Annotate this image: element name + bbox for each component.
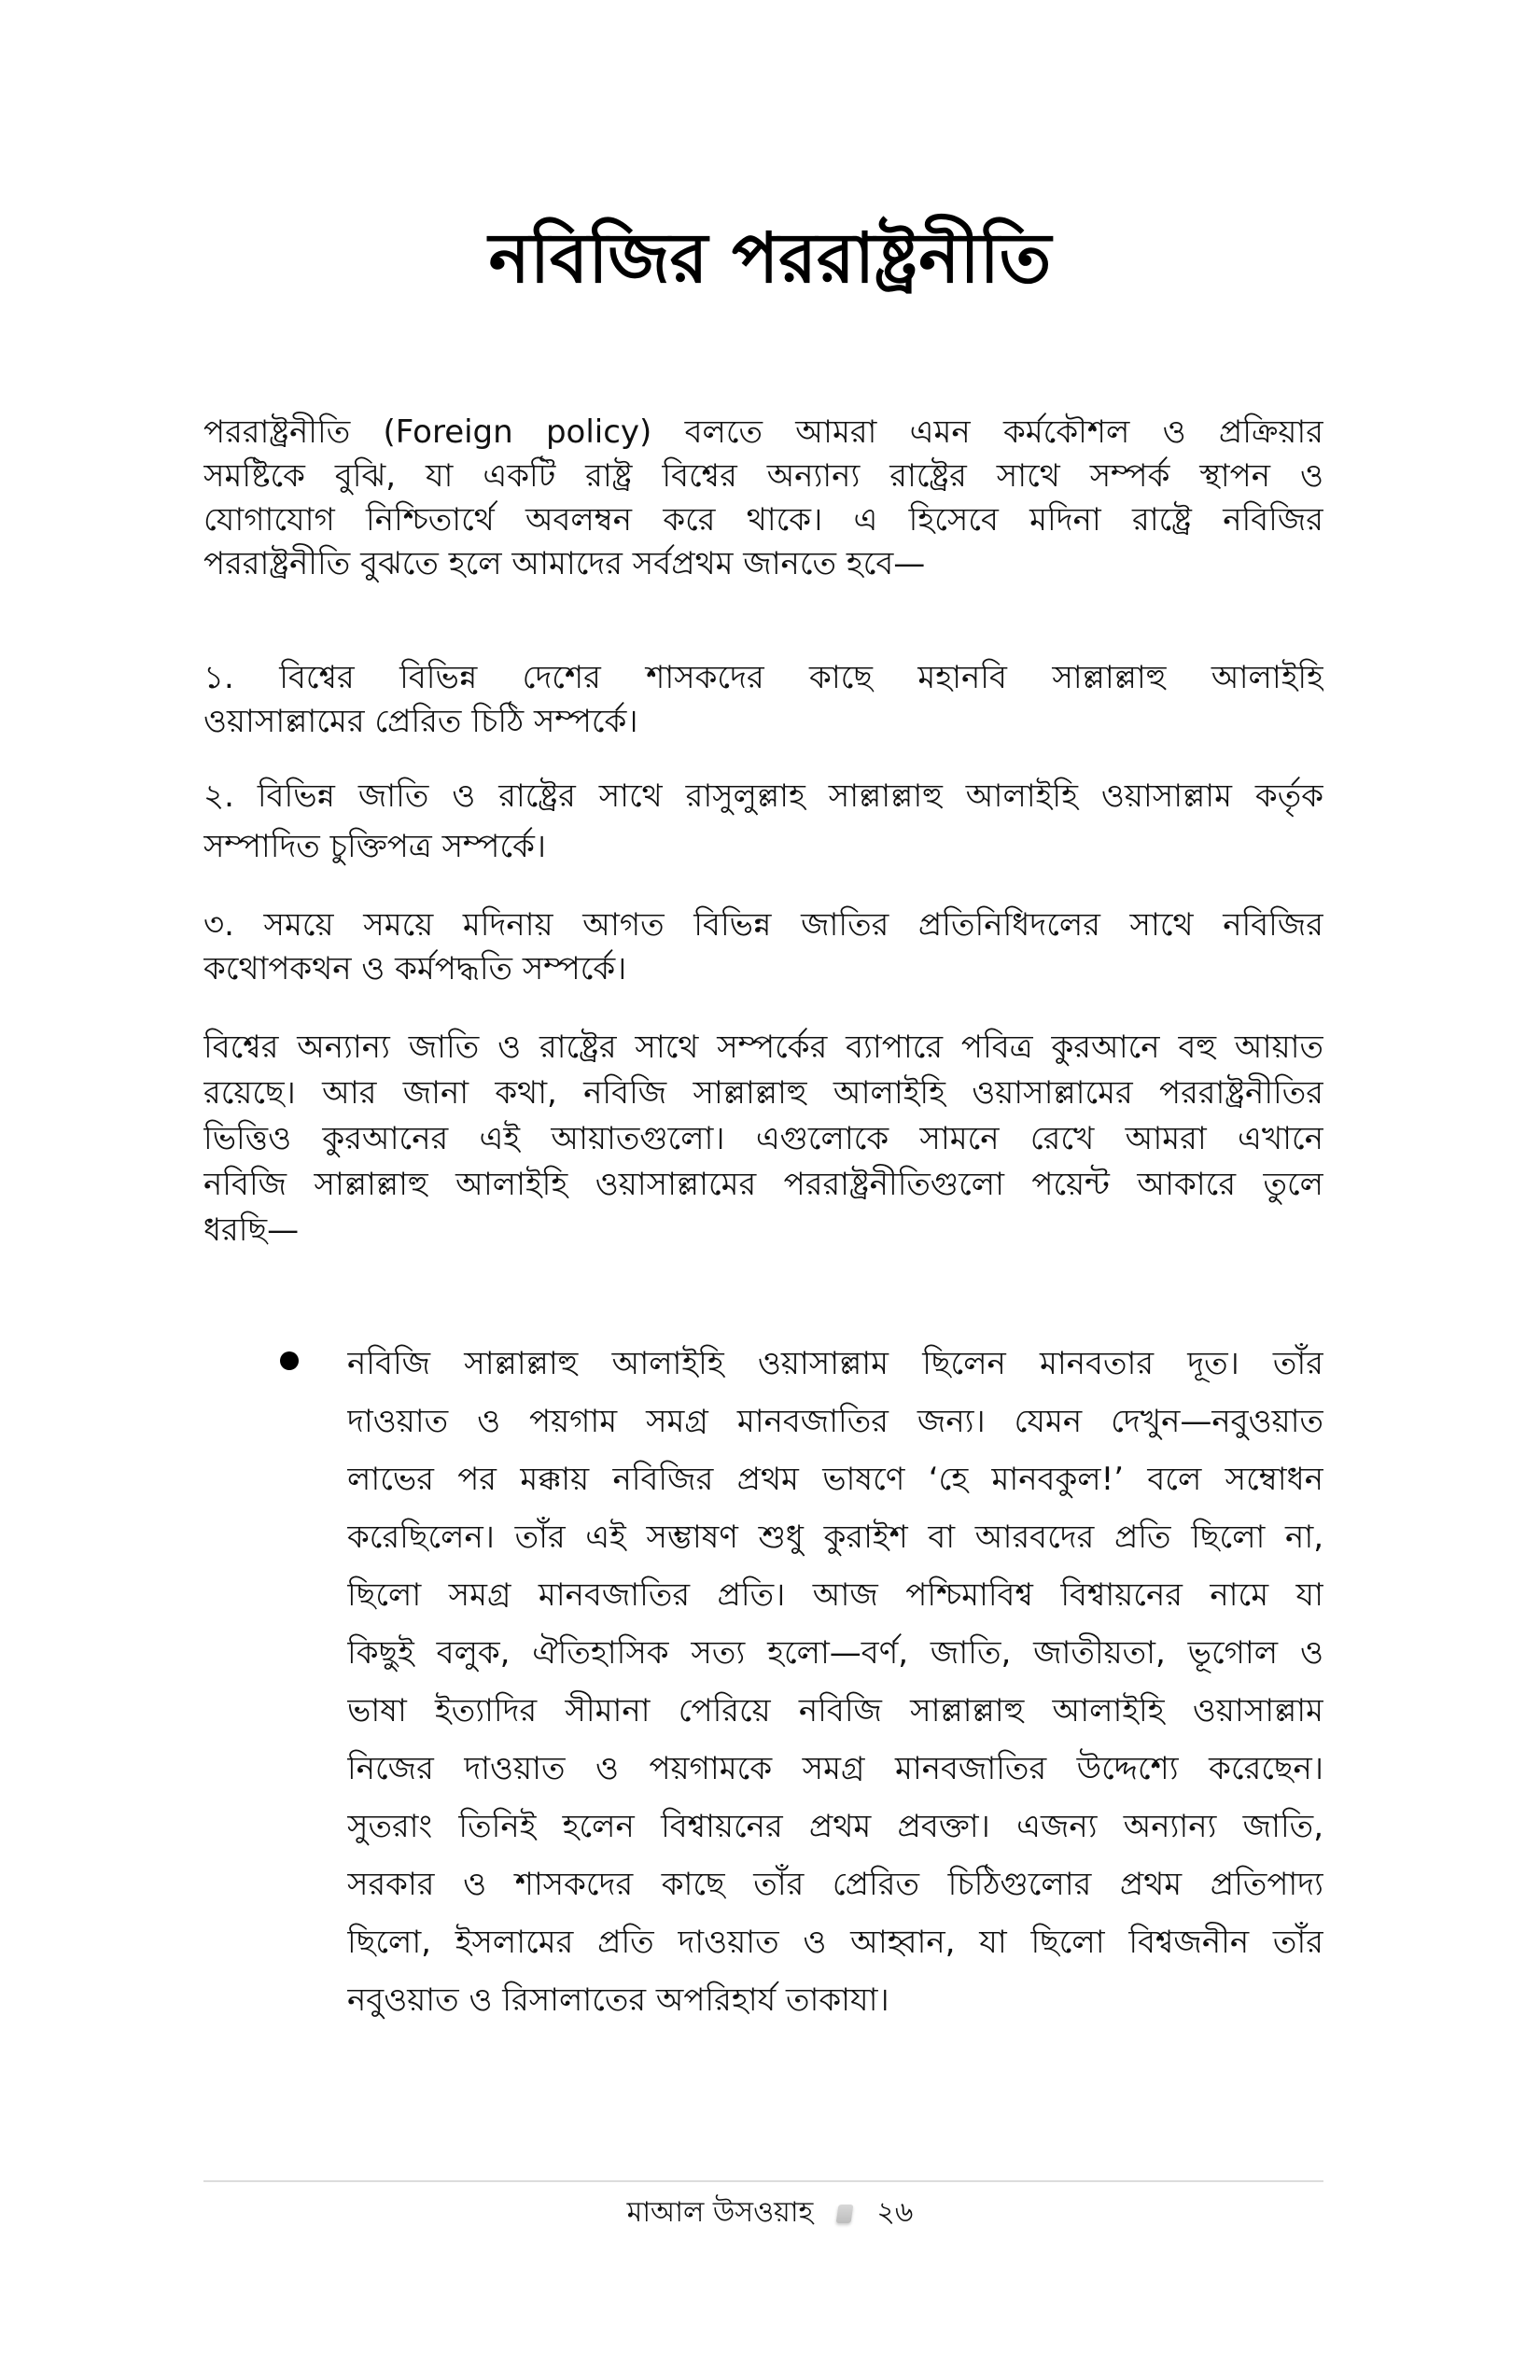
text-line: রয়েছে। আর জানা কথা, নবিজি সাল্লাল্লাহু আলাইহি ওয়াসাল্লামের পররাষ্ট্রনীতির — [203, 1074, 1323, 1112]
text-line: ২. বিভিন্ন জাতি ও রাষ্ট্রের সাথে রাসুলুল্লাহ সাল্লাল্লাহু আলাইহি ওয়াসাল্লাম কর্তৃক — [203, 777, 1323, 815]
footer-book-title: মাআল উসওয়াহ — [626, 2196, 814, 2229]
text-line: ওয়াসাল্লামের প্রেরিত চিঠি সম্পর্কে। — [203, 703, 638, 740]
text-line: ৩. সময়ে সময়ে মদিনায় আগত বিভিন্ন জাতির প্রতিনিধিদলের সাথে নবিজির — [203, 906, 1323, 944]
point-2 — [203, 771, 1323, 872]
text-line: নিজের দাওয়াত ও পয়গামকে সমগ্র মানবজাতির উদ্দেশ্যে করেছেন। — [347, 1750, 1323, 1787]
text-line: লাভের পর মক্কায় নবিজির প্রথম ভাষণে ‘হে মানবকুল!’ বলে সম্বোধন — [347, 1461, 1323, 1498]
text-line: সমষ্টিকে বুঝি, যা একটি রাষ্ট্র বিশ্বের অন্যান্য রাষ্ট্রের সাথে সম্পর্ক স্থাপন ও — [203, 457, 1323, 495]
text-line: ছিলো, ইসলামের প্রতি দাওয়াত ও আহ্বান, যা ছিলো বিশ্বজনীন তাঁর — [347, 1924, 1323, 1961]
page-title: নবিজির পররাষ্ট্রনীতি — [488, 218, 1052, 299]
text-line: ভাষা ইত্যাদির সীমানা পেরিয়ে নবিজি সাল্লাল্লাহু আলাইহি ওয়াসাল্লাম — [347, 1692, 1323, 1729]
text-line: সরকার ও শাসকদের কাছে তাঁর প্রেরিত চিঠিগুলোর প্রথম প্রতিপাদ্য — [347, 1866, 1323, 1903]
page-number: ২৬ — [876, 2196, 914, 2229]
bullet-icon — [280, 1351, 299, 1370]
text-line: করেছিলেন। তাঁর এই সম্ভাষণ শুধু কুরাইশ বা আরবদের প্রতি ছিলো না, — [347, 1519, 1323, 1556]
page-separator-icon — [836, 2205, 854, 2223]
text-line: ভিত্তিও কুরআনের এই আয়াতগুলো। এগুলোকে সামনে রেখে আমরা এখানে — [203, 1120, 1323, 1157]
text-line: পররাষ্ট্রনীতি বুঝতে হলে আমাদের সর্বপ্রথম জানতে হবে— — [203, 545, 926, 582]
text-line: নবিজি সাল্লাল্লাহু আলাইহি ওয়াসাল্লাম ছিলেন মানবতার দূত। তাঁর — [347, 1345, 1323, 1382]
text-line: কিছুই বলুক, ঐতিহাসিক সত্য হলো—বর্ণ, জাতি, জাতীয়তা, ভূগোল ও — [347, 1634, 1323, 1672]
text-line: দাওয়াত ও পয়গাম সমগ্র মানবজাতির জন্য। যেমন দেখুন—নবুওয়াত — [347, 1403, 1323, 1440]
text-line: সুতরাং তিনিই হলেন বিশ্বায়নের প্রথম প্রবক্তা। এজন্য অন্যান্য জাতি, — [347, 1808, 1323, 1845]
footer-divider — [203, 2180, 1323, 2182]
text-line: ছিলো সমগ্র মানবজাতির প্রতি। আজ পশ্চিমাবিশ্ব বিশ্বায়নের নামে যা — [347, 1576, 1323, 1614]
second-paragraph — [203, 1025, 1323, 1253]
page-footer — [0, 2190, 1540, 2236]
point-1 — [203, 656, 1323, 744]
bullet-paragraph — [347, 1335, 1323, 2029]
text-line: সম্পাদিত চুক্তিপত্র সম্পর্কে। — [203, 828, 547, 865]
text-line: বিশ্বের অন্যান্য জাতি ও রাষ্ট্রের সাথে সম্পর্কের ব্যাপারে পবিত্র কুরআনে বহু আয়াত — [203, 1029, 1323, 1066]
point-3 — [203, 903, 1323, 991]
text-line: কথোপকথন ও কর্মপদ্ধতি সম্পর্কে। — [203, 950, 627, 987]
text-line: পররাষ্ট্রনীতি (Foreign policy) বলতে আমরা এমন কর্মকৌশল ও প্রক্রিয়ার — [203, 413, 1323, 451]
text-line: ধরছি— — [203, 1211, 300, 1249]
intro-paragraph — [203, 411, 1323, 586]
text-line: নবুওয়াত ও রিসালাতের অপরিহার্য তাকাযা। — [347, 1981, 889, 2019]
text-line: যোগাযোগ নিশ্চিতার্থে অবলম্বন করে থাকে। এ হিসেবে মদিনা রাষ্ট্রে নবিজির — [203, 501, 1323, 539]
text-line: ১. বিশ্বের বিভিন্ন দেশের শাসকদের কাছে মহানবি সাল্লাল্লাহু আলাইহি — [203, 659, 1323, 696]
text-line: নবিজি সাল্লাল্লাহু আলাইহি ওয়াসাল্লামের পররাষ্ট্রনীতিগুলো পয়েন্ট আকারে তুলে — [203, 1166, 1323, 1203]
